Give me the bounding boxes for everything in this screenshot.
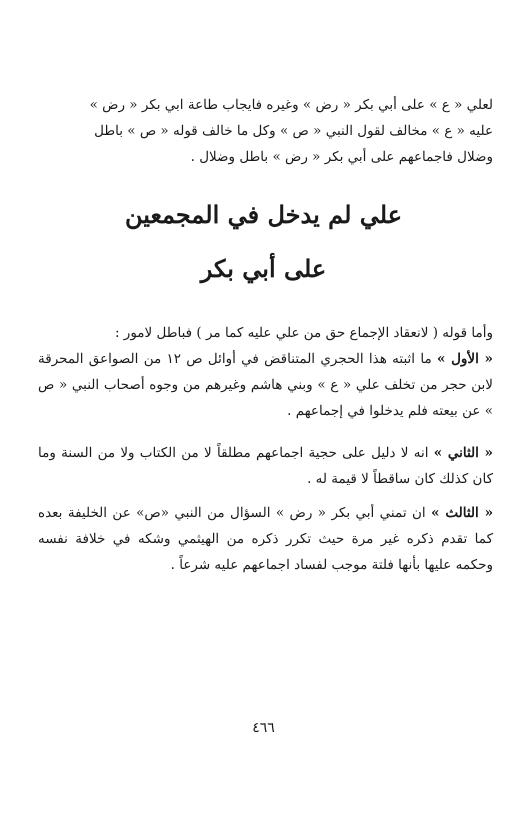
second-reason-label: « الثاني » <box>433 445 493 461</box>
section-heading-line-2: على أبي بكر <box>200 254 327 283</box>
third-reason <box>38 500 493 578</box>
third-reason-label: « الثالث » <box>431 505 494 521</box>
page-number: ٤٦٦ <box>252 720 275 736</box>
first-reason-paragraph <box>38 320 493 424</box>
second-reason <box>38 440 493 492</box>
opening-sentence: وأما قوله ( لانعقاد الإجماع حق من علي عليه كما مر ) فباطل لامور : <box>114 325 493 341</box>
intro-line-3: وضلال فاجماعهم على أبي بكر « رض » باطل وضلال . <box>190 149 493 165</box>
second-reason-paragraph <box>38 440 493 492</box>
first-reason-text: ما اثبته هذا الحجري المتناقض في أوائل ص ١٢ من الصواعق المحرقة لابن حجر من تخلف علي « ع » وبني هاشم وغيرهم من وجوه أصحاب النبي « ص » عن بيعته فلم يدخلوا في إجماعهم . <box>38 351 493 419</box>
first-reason-label: « الأول » <box>436 351 493 367</box>
section-heading-line-1: علي لم يدخل في المجمعين <box>124 200 403 229</box>
third-reason-paragraph <box>38 500 493 578</box>
third-reason-text: ان تمني أبي بكر « رض » السؤال من النبي «ص» عن الخليفة بعده كما تقدم ذكره غير مرة حيث تكرر ذكره من الهيثمي وشكه في خلافة نفسه وحكمه عليها بأنها فلتة موجب لفساد اجماعهم عليه شرعاً . <box>38 505 493 573</box>
first-reason <box>38 346 493 424</box>
intro-line-1: لعلي « ع » على أبي بكر « رض » وغيره فايجاب طاعة ابي بكر « رض » <box>89 97 493 113</box>
second-reason-text: انه لا دليل على حجية اجماعهم مطلقاً لا من الكتاب ولا من السنة وما كان كذلك كان ساقطاً لا قيمة له . <box>38 445 493 487</box>
intro-line-2: عليه « ع » مخالف لقول النبي « ص » وكل ما خالف قوله « ص » باطل <box>94 123 493 139</box>
intro-paragraph <box>38 92 493 170</box>
